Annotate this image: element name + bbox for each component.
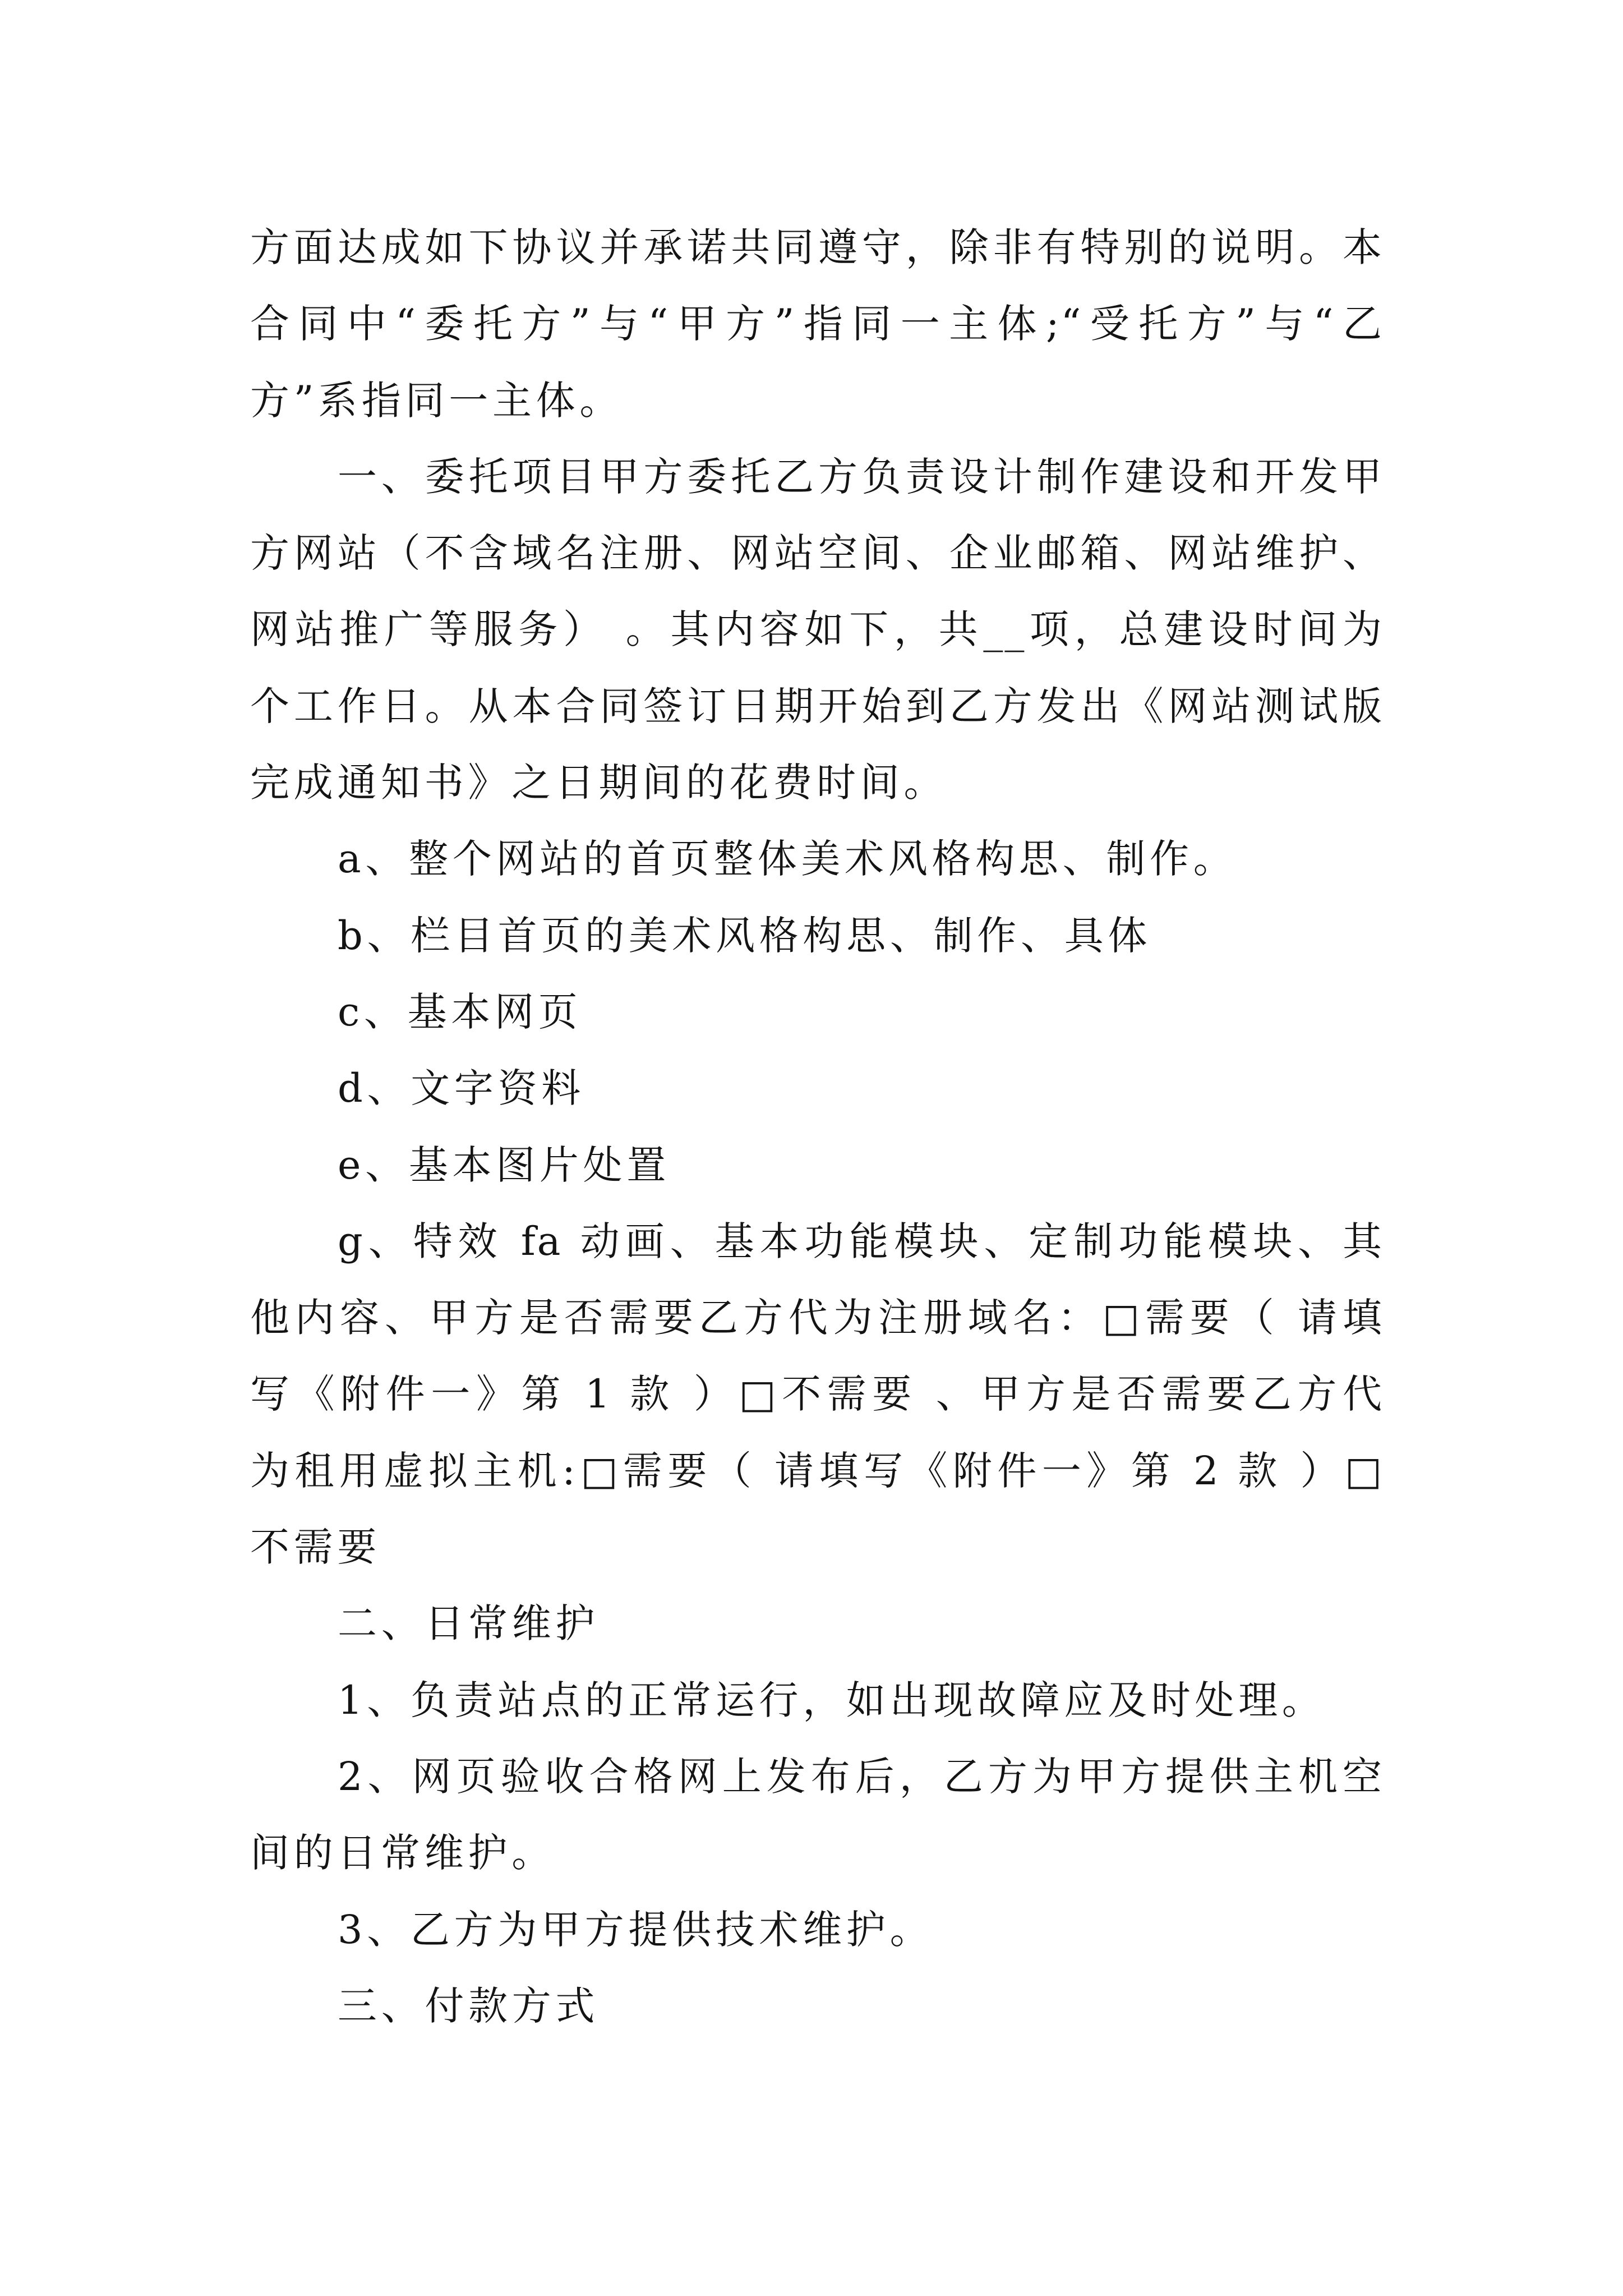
paragraph-intro-continuation [250, 209, 1384, 439]
text-line: 二、日常维护 [338, 1600, 600, 1647]
section-1-commissioned-project [250, 439, 1384, 821]
text-line: 个工作日。从本合同签订日期开始到乙方发出《网站测试版 [250, 683, 1384, 729]
list-item-a [250, 821, 1384, 897]
list-item-e [250, 1127, 1384, 1203]
list-item-b [250, 898, 1384, 974]
section-heading-2 [250, 1585, 1384, 1662]
text-line: 间的日常维护。 [250, 1830, 555, 1876]
text-line: g、特效 fa 动画、基本功能模块、定制功能模块、其 [338, 1218, 1384, 1264]
text-line: 他内容、甲方是否需要乙方代为注册域名：□需要（ 请填 [250, 1295, 1384, 1341]
text-line: 方”系指同一主体。 [250, 377, 624, 424]
list-item-1 [250, 1662, 1384, 1738]
text-line: 合同中“委托方”与“甲方”指同一主体;“受托方”与“乙 [250, 301, 1384, 347]
text-line: 为租用虚拟主机:□需要（ 请填写《附件一》第 2 款 ）□ [250, 1447, 1384, 1494]
document-body [250, 209, 1384, 2044]
text-line: 方网站（不含域名注册、网站空间、企业邮箱、网站维护、 [250, 530, 1384, 577]
list-item-g [250, 1203, 1384, 1585]
text-line: c、基本网页 [338, 988, 582, 1035]
text-line: d、文字资料 [338, 1065, 585, 1112]
text-line: 2、网页验收合格网上发布后，乙方为甲方提供主机空 [338, 1753, 1384, 1800]
text-line: 一、委托项目甲方委托乙方负责设计制作建设和开发甲 [338, 453, 1384, 500]
text-line: 1、负责站点的正常运行，如出现故障应及时处理。 [338, 1677, 1326, 1723]
list-item-c [250, 974, 1384, 1050]
text-line: 3、乙方为甲方提供技术维护。 [338, 1906, 934, 1953]
text-line: a、整个网站的首页整体美术风格构思、制作。 [338, 836, 1237, 882]
text-line: 方面达成如下协议并承诺共同遵守，除非有特别的说明。本 [250, 224, 1384, 270]
list-item-d [250, 1050, 1384, 1126]
text-line: 三、付款方式 [338, 1982, 600, 2029]
list-item-3 [250, 1892, 1384, 1968]
text-line: 写《附件一》第 1 款 ）□不需要 、甲方是否需要乙方代 [250, 1371, 1384, 1418]
text-line: 完成通知书》之日期间的花费时间。 [250, 760, 948, 806]
text-line: 网站推广等服务） 。其内容如下，共__项，总建设时间为 [250, 606, 1384, 653]
text-line: e、基本图片处置 [338, 1142, 671, 1188]
list-item-2 [250, 1738, 1384, 1892]
text-line: b、栏目首页的美术风格构思、制作、具体 [338, 912, 1152, 959]
section-heading-3 [250, 1968, 1384, 2044]
text-line: 不需要 [250, 1524, 381, 1571]
